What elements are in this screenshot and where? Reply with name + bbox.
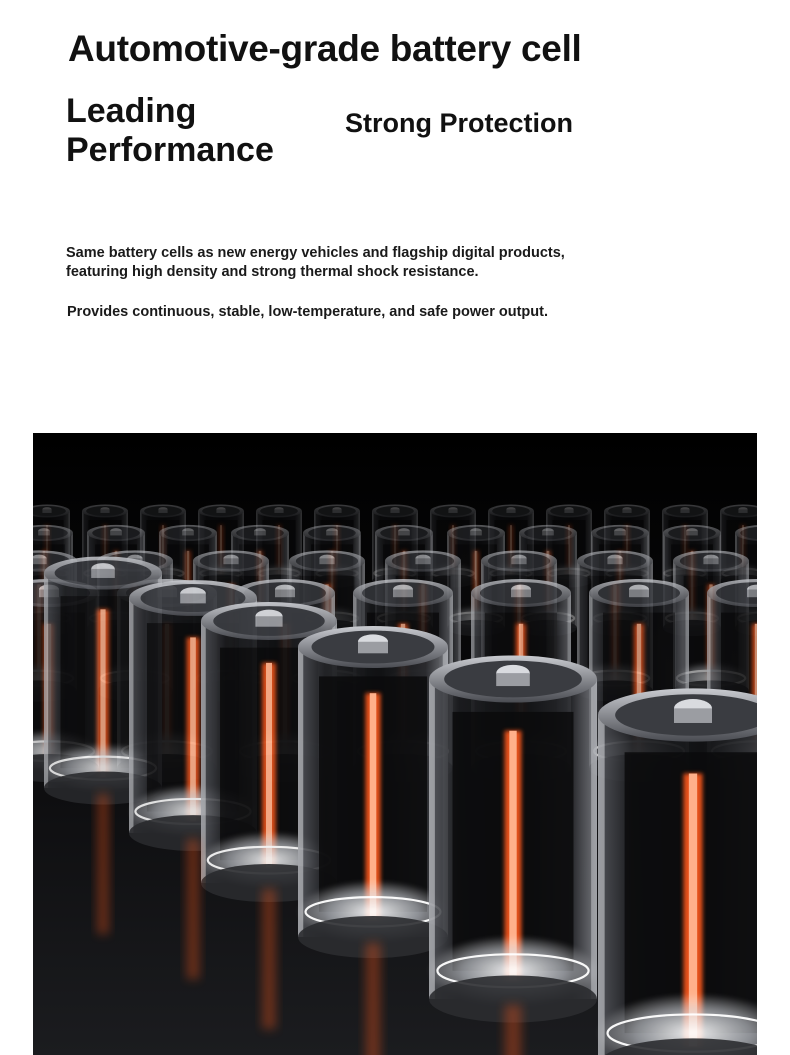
battery-cell	[596, 688, 757, 1055]
description-subline: Provides continuous, stable, low-temperature, and safe power output.	[67, 304, 548, 320]
description-paragraph: Same battery cells as new energy vehicles and flagship digital products, featuring high density and strong thermal shock resistance.	[66, 245, 565, 280]
battery-cell	[297, 626, 450, 958]
page-title: Automotive-grade battery cell	[68, 28, 582, 69]
battery-cells-image	[33, 433, 757, 1055]
battery-cell	[427, 655, 598, 1022]
feature-leading-performance: Leading Performance	[66, 92, 274, 169]
feature-strong-protection: Strong Protection	[345, 108, 573, 138]
battery-cells-illustration	[33, 433, 757, 1055]
